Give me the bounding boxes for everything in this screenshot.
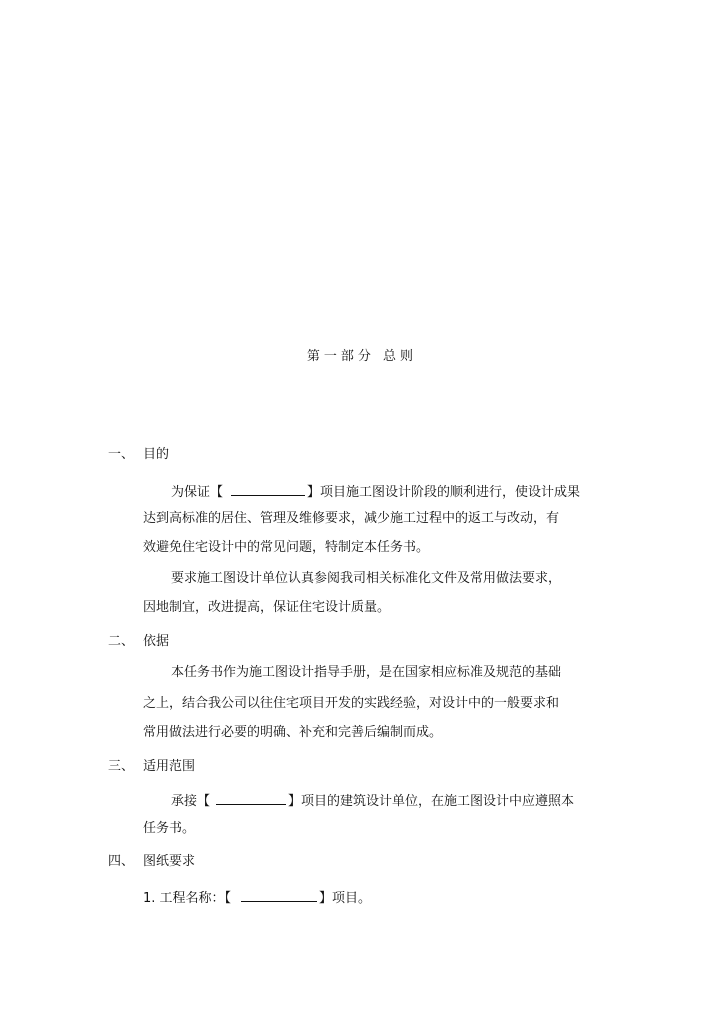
section-heading: 图纸要求	[143, 854, 196, 869]
section-heading: 依据	[143, 634, 170, 649]
paragraph-line: 任务书。	[143, 821, 196, 836]
text-fragment: 1. 工程名称：【	[143, 891, 232, 906]
paragraph-line: 常用做法进行必要的明确、补充和完善后编制而成。	[143, 725, 443, 740]
paragraph-line	[143, 889, 371, 907]
paragraph-line: 效避免住宅设计中的常见问题，特制定本任务书。	[143, 540, 430, 555]
text-fragment: 】项目的建筑设计单位，在施工图设计中应遵照本	[288, 794, 575, 809]
section-heading: 适用范围	[143, 759, 196, 774]
text-fragment: 】项目。	[319, 891, 372, 906]
page-title: 第一部分 总则	[306, 349, 418, 364]
blank-field	[241, 889, 317, 902]
section-number: 三、	[108, 759, 135, 774]
text-fragment: 承接【	[171, 794, 211, 809]
paragraph-line: 之上，结合我公司以往住宅项目开发的实践经验，对设计中的一般要求和	[143, 696, 560, 711]
section-heading: 目的	[143, 447, 170, 462]
paragraph-line	[171, 792, 574, 810]
text-fragment: 为保证【	[171, 485, 224, 500]
blank-field	[216, 792, 286, 805]
paragraph-line: 因地制宜，改进提高，保证住宅设计质量。	[143, 600, 391, 615]
text-fragment: 】项目施工图设计阶段的顺利进行，使设计成果	[307, 485, 581, 500]
blank-field	[231, 483, 305, 496]
paragraph-line: 要求施工图设计单位认真参阅我司相关标准化文件及常用做法要求，	[171, 571, 562, 586]
paragraph-line: 达到高标准的居住、管理及维修要求，减少施工过程中的返工与改动，有	[143, 511, 560, 526]
section-number: 一、	[108, 447, 135, 462]
paragraph-line	[171, 483, 580, 501]
section-number: 二、	[108, 634, 135, 649]
paragraph-line: 本任务书作为施工图设计指导手册，是在国家相应标准及规范的基础	[171, 665, 562, 680]
section-number: 四、	[108, 854, 135, 869]
